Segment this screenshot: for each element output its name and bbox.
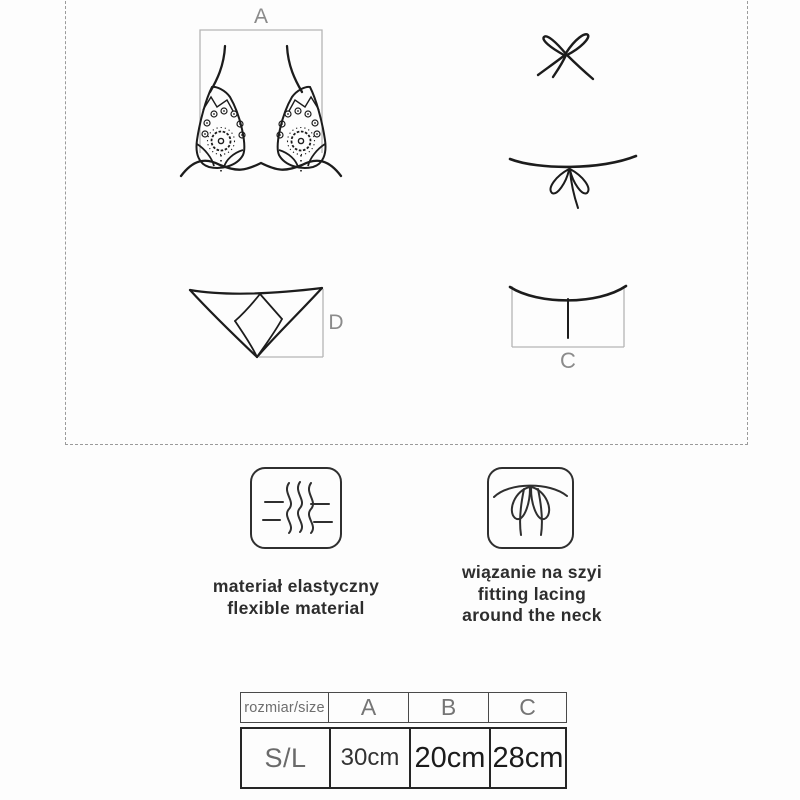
dim-label-a: A (253, 5, 269, 28)
feature-flexible-material (166, 576, 426, 619)
feature-text-line: around the neck (462, 605, 602, 625)
diagram-frame (65, 0, 748, 445)
size-table-size-value: S/L (264, 742, 307, 773)
left-strap (210, 46, 225, 92)
flexible-material-icon (250, 467, 342, 549)
size-table-header-col-c: C (488, 693, 566, 722)
under-band (181, 161, 341, 176)
size-table-value-c: 28cm (489, 729, 565, 787)
size-table-value-b: 20cm (409, 729, 489, 787)
panties-drawing (176, 276, 354, 374)
feature-neck-lacing (407, 562, 657, 627)
feature-text-line: flexible material (227, 597, 365, 618)
back-tie-bow-drawing (498, 138, 646, 216)
neck-lacing-icon (487, 467, 574, 549)
panties-panel-seams (235, 294, 282, 357)
dim-label-c: C (560, 348, 576, 373)
size-table-value-a: 30cm (329, 729, 409, 787)
right-strap (287, 46, 302, 92)
neck-tie-knot-drawing (518, 22, 618, 90)
back-strap-drawing (502, 278, 638, 376)
bikini-top-drawing (175, 0, 347, 212)
size-table-header-col-a: A (328, 693, 408, 722)
size-table-header-label: rozmiar/size (244, 699, 325, 716)
size-table-header (240, 692, 567, 723)
feature-text-line: wiązanie na szyi (462, 562, 602, 582)
feature-text-line: fitting lacing (477, 583, 587, 604)
size-table-row (240, 727, 567, 789)
size-table-header-col-b: B (408, 693, 488, 722)
feature-text-line: materiał elastyczny (212, 576, 380, 596)
measure-bracket-d (259, 289, 323, 357)
dim-label-d: D (328, 311, 344, 334)
measure-bracket-a (200, 30, 322, 153)
